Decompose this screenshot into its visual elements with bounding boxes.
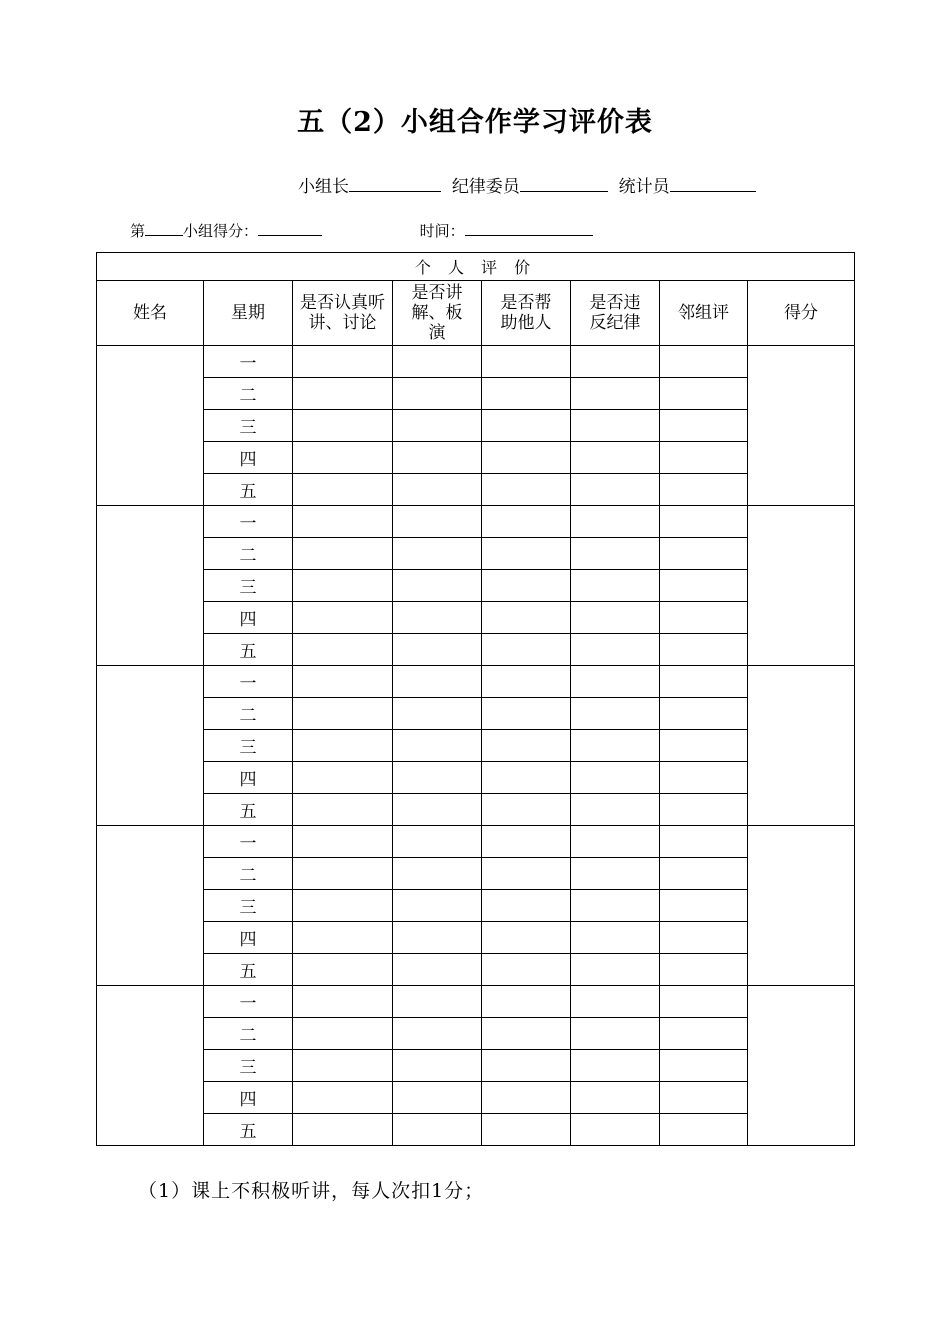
explain-cell[interactable] [393, 794, 482, 826]
explain-cell[interactable] [393, 378, 482, 410]
help-cell[interactable] [482, 442, 571, 474]
neighbor-cell[interactable] [660, 890, 748, 922]
table-row [97, 730, 855, 762]
discipline-cell[interactable] [571, 698, 660, 730]
explain-cell[interactable] [393, 954, 482, 986]
neighbor-cell[interactable] [660, 858, 748, 890]
neighbor-cell[interactable] [660, 570, 748, 602]
discipline-blank[interactable] [520, 175, 608, 192]
neighbor-cell[interactable] [660, 346, 748, 378]
help-cell[interactable] [482, 762, 571, 794]
header-attentive: 是否认真听讲、讨论 [293, 281, 393, 346]
table-row [97, 1050, 855, 1082]
explain-cell[interactable] [393, 506, 482, 538]
table-row [97, 794, 855, 826]
discipline-cell[interactable] [571, 666, 660, 698]
member-name-cell[interactable] [97, 986, 204, 1146]
score-cell[interactable] [748, 666, 855, 826]
neighbor-cell[interactable] [660, 1018, 748, 1050]
weekday-cell: 二 [204, 538, 293, 570]
neighbor-cell[interactable] [660, 410, 748, 442]
weekday-cell: 四 [204, 762, 293, 794]
help-cell[interactable] [482, 378, 571, 410]
table-row [97, 634, 855, 666]
header-score: 得分 [748, 281, 855, 346]
explain-cell[interactable] [393, 1018, 482, 1050]
weekday-cell: 一 [204, 506, 293, 538]
discipline-cell[interactable] [571, 1050, 660, 1082]
attentive-cell[interactable] [293, 1018, 393, 1050]
header-name: 姓名 [97, 281, 204, 346]
header-weekday: 星期 [204, 281, 293, 346]
neighbor-cell[interactable] [660, 826, 748, 858]
attentive-cell[interactable] [293, 922, 393, 954]
neighbor-cell[interactable] [660, 602, 748, 634]
weekday-cell: 一 [204, 666, 293, 698]
discipline-cell[interactable] [571, 442, 660, 474]
attentive-cell[interactable] [293, 1114, 393, 1146]
table-row [97, 506, 855, 538]
explain-cell[interactable] [393, 986, 482, 1018]
explain-cell[interactable] [393, 410, 482, 442]
help-cell[interactable] [482, 506, 571, 538]
discipline-cell[interactable] [571, 1018, 660, 1050]
leader-label: 小组长 [298, 177, 349, 197]
weekday-cell: 三 [204, 570, 293, 602]
help-cell[interactable] [482, 410, 571, 442]
help-cell[interactable] [482, 826, 571, 858]
score-cell[interactable] [748, 346, 855, 506]
help-cell[interactable] [482, 1018, 571, 1050]
attentive-cell[interactable] [293, 666, 393, 698]
discipline-cell[interactable] [571, 762, 660, 794]
attentive-cell[interactable] [293, 378, 393, 410]
time-label: 时间： [419, 222, 465, 240]
discipline-cell[interactable] [571, 410, 660, 442]
table-row [97, 570, 855, 602]
member-name-cell[interactable] [97, 666, 204, 826]
help-cell[interactable] [482, 474, 571, 506]
attentive-cell[interactable] [293, 698, 393, 730]
explain-cell[interactable] [393, 1114, 482, 1146]
attentive-cell[interactable] [293, 410, 393, 442]
table-row [97, 474, 855, 506]
table-row [97, 954, 855, 986]
table-row [97, 410, 855, 442]
table-row [97, 986, 855, 1018]
neighbor-cell[interactable] [660, 442, 748, 474]
attentive-cell[interactable] [293, 570, 393, 602]
explain-cell[interactable] [393, 346, 482, 378]
help-cell[interactable] [482, 634, 571, 666]
page-title: 五（2）小组合作学习评价表 [297, 107, 653, 138]
weekday-cell: 五 [204, 954, 293, 986]
attentive-cell[interactable] [293, 634, 393, 666]
explain-cell[interactable] [393, 474, 482, 506]
neighbor-cell[interactable] [660, 506, 748, 538]
attentive-cell[interactable] [293, 346, 393, 378]
explain-cell[interactable] [393, 730, 482, 762]
help-cell[interactable] [482, 1050, 571, 1082]
help-cell[interactable] [482, 602, 571, 634]
weekday-cell: 四 [204, 1082, 293, 1114]
weekday-cell: 二 [204, 378, 293, 410]
discipline-cell[interactable] [571, 1114, 660, 1146]
explain-cell[interactable] [393, 858, 482, 890]
explain-cell[interactable] [393, 890, 482, 922]
attentive-cell[interactable] [293, 762, 393, 794]
neighbor-cell[interactable] [660, 922, 748, 954]
explain-cell[interactable] [393, 570, 482, 602]
neighbor-cell[interactable] [660, 538, 748, 570]
table-row [97, 890, 855, 922]
neighbor-cell[interactable] [660, 1050, 748, 1082]
table-row [97, 922, 855, 954]
discipline-cell[interactable] [571, 986, 660, 1018]
attentive-cell[interactable] [293, 474, 393, 506]
leader-blank[interactable] [349, 175, 441, 192]
weekday-cell: 五 [204, 794, 293, 826]
explain-cell[interactable] [393, 602, 482, 634]
explain-cell[interactable] [393, 826, 482, 858]
neighbor-cell[interactable] [660, 954, 748, 986]
attentive-cell[interactable] [293, 954, 393, 986]
help-cell[interactable] [482, 1114, 571, 1146]
explain-cell[interactable] [393, 634, 482, 666]
neighbor-cell[interactable] [660, 698, 748, 730]
weekday-cell: 四 [204, 922, 293, 954]
weekday-cell: 四 [204, 602, 293, 634]
explain-cell[interactable] [393, 922, 482, 954]
help-cell[interactable] [482, 922, 571, 954]
discipline-cell[interactable] [571, 346, 660, 378]
help-cell[interactable] [482, 1082, 571, 1114]
attentive-cell[interactable] [293, 506, 393, 538]
table-row [97, 538, 855, 570]
group-score-label: 小组得分： [183, 222, 259, 240]
weekday-cell: 五 [204, 1114, 293, 1146]
table-row [97, 826, 855, 858]
neighbor-cell[interactable] [660, 794, 748, 826]
table-row [97, 762, 855, 794]
help-cell[interactable] [482, 986, 571, 1018]
roles-line [298, 172, 756, 197]
discipline-cell[interactable] [571, 858, 660, 890]
score-cell[interactable] [748, 986, 855, 1146]
score-cell[interactable] [748, 826, 855, 986]
weekday-cell: 五 [204, 474, 293, 506]
weekday-cell: 三 [204, 730, 293, 762]
table-row [97, 346, 855, 378]
table-row [97, 1114, 855, 1146]
weekday-cell: 二 [204, 1018, 293, 1050]
discipline-cell[interactable] [571, 538, 660, 570]
statistician-blank[interactable] [670, 175, 756, 192]
weekday-cell: 三 [204, 1050, 293, 1082]
help-cell[interactable] [482, 698, 571, 730]
attentive-cell[interactable] [293, 794, 393, 826]
discipline-cell[interactable] [571, 634, 660, 666]
explain-cell[interactable] [393, 1050, 482, 1082]
weekday-cell: 五 [204, 634, 293, 666]
help-cell[interactable] [482, 954, 571, 986]
table-banner: 个 人 评 价 [97, 253, 855, 281]
neighbor-cell[interactable] [660, 378, 748, 410]
discipline-cell[interactable] [571, 602, 660, 634]
explain-cell[interactable] [393, 666, 482, 698]
header-explain: 是否讲解、板演 [393, 281, 482, 346]
weekday-cell: 一 [204, 826, 293, 858]
neighbor-cell[interactable] [660, 666, 748, 698]
discipline-cell[interactable] [571, 826, 660, 858]
discipline-cell[interactable] [571, 922, 660, 954]
help-cell[interactable] [482, 730, 571, 762]
neighbor-cell[interactable] [660, 634, 748, 666]
discipline-cell[interactable] [571, 730, 660, 762]
table-row [97, 602, 855, 634]
statistician-label: 统计员 [618, 177, 670, 197]
help-cell[interactable] [482, 666, 571, 698]
attentive-cell[interactable] [293, 442, 393, 474]
discipline-cell[interactable] [571, 890, 660, 922]
explain-cell[interactable] [393, 538, 482, 570]
weekday-cell: 三 [204, 890, 293, 922]
neighbor-cell[interactable] [660, 1114, 748, 1146]
table-row [97, 442, 855, 474]
table-row [97, 698, 855, 730]
neighbor-cell[interactable] [660, 762, 748, 794]
weekday-cell: 二 [204, 858, 293, 890]
discipline-cell[interactable] [571, 506, 660, 538]
explain-cell[interactable] [393, 762, 482, 794]
neighbor-cell[interactable] [660, 730, 748, 762]
table-row [97, 378, 855, 410]
attentive-cell[interactable] [293, 1050, 393, 1082]
attentive-cell[interactable] [293, 538, 393, 570]
member-name-cell[interactable] [97, 346, 204, 506]
meta-line [130, 220, 830, 241]
header-discipline: 是否违反纪律 [571, 281, 660, 346]
rule-note: （1）课上不积极听讲，每人次扣1分； [138, 1180, 485, 1202]
help-cell[interactable] [482, 858, 571, 890]
help-cell[interactable] [482, 890, 571, 922]
discipline-cell[interactable] [571, 474, 660, 506]
score-cell[interactable] [748, 506, 855, 666]
explain-cell[interactable] [393, 1082, 482, 1114]
discipline-cell[interactable] [571, 1082, 660, 1114]
evaluation-table [96, 252, 855, 1146]
help-cell[interactable] [482, 538, 571, 570]
explain-cell[interactable] [393, 698, 482, 730]
attentive-cell[interactable] [293, 890, 393, 922]
neighbor-cell[interactable] [660, 1082, 748, 1114]
attentive-cell[interactable] [293, 986, 393, 1018]
help-cell[interactable] [482, 570, 571, 602]
table-row [97, 1082, 855, 1114]
weekday-cell: 一 [204, 346, 293, 378]
table-row [97, 858, 855, 890]
attentive-cell[interactable] [293, 1082, 393, 1114]
member-name-cell[interactable] [97, 506, 204, 666]
weekday-cell: 三 [204, 410, 293, 442]
help-cell[interactable] [482, 794, 571, 826]
attentive-cell[interactable] [293, 730, 393, 762]
group-score-blank[interactable] [258, 221, 322, 236]
neighbor-cell[interactable] [660, 986, 748, 1018]
weekday-cell: 二 [204, 698, 293, 730]
table-body [97, 346, 855, 1146]
attentive-cell[interactable] [293, 826, 393, 858]
header-help: 是否帮助他人 [482, 281, 571, 346]
group-number-blank[interactable] [145, 221, 183, 236]
header-neighbor: 邻组评 [660, 281, 748, 346]
table-row [97, 666, 855, 698]
explain-cell[interactable] [393, 442, 482, 474]
discipline-label: 纪律委员 [451, 177, 520, 197]
table-row [97, 1018, 855, 1050]
attentive-cell[interactable] [293, 858, 393, 890]
discipline-cell[interactable] [571, 794, 660, 826]
discipline-cell[interactable] [571, 570, 660, 602]
discipline-cell[interactable] [571, 378, 660, 410]
group-prefix-label: 第 [130, 222, 146, 240]
neighbor-cell[interactable] [660, 474, 748, 506]
discipline-cell[interactable] [571, 954, 660, 986]
member-name-cell[interactable] [97, 826, 204, 986]
help-cell[interactable] [482, 346, 571, 378]
time-blank[interactable] [465, 221, 593, 236]
weekday-cell: 四 [204, 442, 293, 474]
weekday-cell: 一 [204, 986, 293, 1018]
attentive-cell[interactable] [293, 602, 393, 634]
